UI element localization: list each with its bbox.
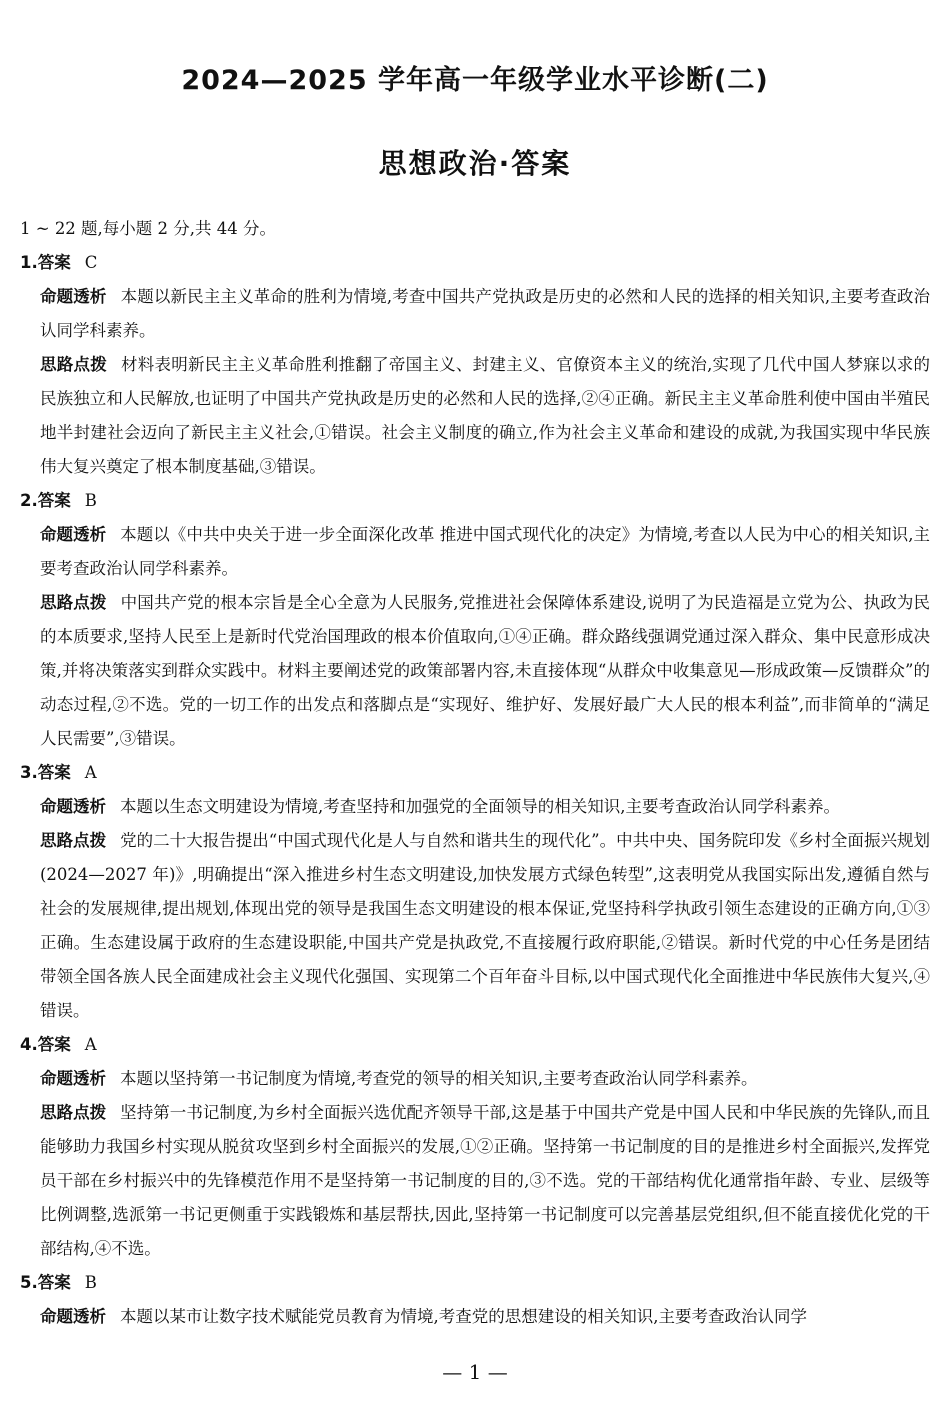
answer-line — [20, 246, 930, 280]
analysis-text: 本题以生态文明建设为情境,考查坚持和加强党的全面领导的相关知识,主要考查政治认同学科素养。 — [120, 797, 840, 816]
document-title: 2024—2025 学年高一年级学业水平诊断(二) — [181, 65, 769, 96]
approach-text: 材料表明新民主主义革命胜利推翻了帝国主义、封建主义、官僚资本主义的统治,实现了几代中国人梦寐以求的民族独立和人民解放,也证明了中国共产党执政是历史的必然和人民的选择,②④正确。新民主主义革命胜利使中国由半殖民地半封建社会迈向了新民主主义社会,①错误。社会主义制度的确立,作为社会主义革命和建设的成就,为我国实现中华民族伟大复兴奠定了根本制度基础,③错误。 — [40, 355, 930, 476]
answer-line — [20, 484, 930, 518]
approach-paragraph — [40, 348, 930, 484]
analysis-label: 命题透析 — [40, 1307, 106, 1326]
question-number: 2. — [20, 491, 38, 510]
answer-line — [20, 1266, 930, 1300]
analysis-paragraph — [40, 1062, 930, 1096]
approach-paragraph — [40, 1096, 930, 1266]
answer-content — [20, 212, 930, 1334]
question-number: 4. — [20, 1035, 38, 1054]
question-number: 1. — [20, 253, 38, 272]
approach-text: 中国共产党的根本宗旨是全心全意为人民服务,党推进社会保障体系建设,说明了为民造福是立党为公、执政为民的本质要求,坚持人民至上是新时代党治国理政的根本价值取向,①④正确。群众路线强调党通过深入群众、集中民意形成决策,并将决策落实到群众实践中。材料主要阐述党的政策部署内容,未直接体现“从群众中收集意见—形成政策—反馈群众”的动态过程,②不选。党的一切工作的出发点和落脚点是“实现好、维护好、发展好最广大人民的根本利益”,而非简单的“满足人民需要”,③错误。 — [40, 593, 931, 748]
question-block — [20, 484, 930, 756]
page-number: — 1 — — [442, 1360, 508, 1384]
answer-value: A — [84, 1035, 97, 1054]
document-subtitle: 思想政治·答案 — [378, 147, 572, 180]
question-block — [20, 756, 930, 1028]
answer-line — [20, 1028, 930, 1062]
question-number: 3. — [20, 763, 38, 782]
analysis-paragraph — [40, 1300, 930, 1334]
approach-label: 思路点拨 — [40, 831, 107, 850]
analysis-label: 命题透析 — [40, 287, 107, 306]
analysis-text: 本题以《中共中央关于进一步全面深化改革 推进中国式现代化的决定》为情境,考查以人民为中心的相关知识,主要考查政治认同学科素养。 — [40, 525, 930, 578]
approach-paragraph — [40, 586, 930, 756]
analysis-text: 本题以坚持第一书记制度为情境,考查党的领导的相关知识,主要考查政治认同学科素养。 — [120, 1069, 758, 1088]
question-block — [20, 1028, 930, 1266]
analysis-label: 命题透析 — [40, 797, 106, 816]
analysis-paragraph — [40, 518, 930, 586]
score-instructions: 1 ~ 22 题,每小题 2 分,共 44 分。 — [20, 219, 277, 238]
approach-text: 坚持第一书记制度,为乡村全面振兴选优配齐领导干部,这是基于中国共产党是中国人民和中华民族的先锋队,而且能够助力我国乡村实现从脱贫攻坚到乡村全面振兴的发展,①②正确。坚持第一书记制度的目的是推进乡村全面振兴,发挥党员干部在乡村振兴中的先锋模范作用不是坚持第一书记制度的目的,③不选。党的干部结构优化通常指年龄、专业、层级等比例调整,选派第一书记更侧重于实践锻炼和基层帮扶,因此,坚持第一书记制度可以完善基层党组织,但不能直接优化党的干部结构,④不选。 — [40, 1103, 930, 1258]
analysis-paragraph — [40, 790, 930, 824]
answer-value: A — [84, 763, 97, 782]
approach-paragraph — [40, 824, 930, 1028]
analysis-label: 命题透析 — [40, 1069, 106, 1088]
answer-label: 答案 — [37, 491, 71, 510]
question-block — [20, 246, 930, 484]
approach-label: 思路点拨 — [40, 593, 107, 612]
question-number: 5. — [20, 1273, 38, 1292]
approach-label: 思路点拨 — [40, 1103, 107, 1122]
answer-label: 答案 — [37, 1273, 71, 1292]
answer-label: 答案 — [37, 253, 71, 272]
analysis-text: 本题以新民主主义革命的胜利为情境,考查中国共产党执政是历史的必然和人民的选择的相关知识,主要考查政治认同学科素养。 — [40, 287, 931, 340]
answer-label: 答案 — [37, 763, 71, 782]
approach-text: 党的二十大报告提出“中国式现代化是人与自然和谐共生的现代化”。中共中央、国务院印发《乡村全面振兴规划(2024—2027 年)》,明确提出“深入推进乡村生态文明建设,加快发展方式绿色转型”,这表明党从我国实际出发,遵循自然与社会的发展规律,提出规划,体现出党的领导是我国生态文明建设的根本保证,党坚持科学执政引领生态建设的正确方向,①③正确。生态建设属于政府的生态建设职能,中国共产党是执政党,不直接履行政府职能,②错误。新时代党的中心任务是团结带领全国各族人民全面建成社会主义现代化强国、实现第二个百年奋斗目标,以中国式现代化全面推进中华民族伟大复兴,④错误。 — [40, 831, 931, 1020]
analysis-paragraph — [40, 280, 930, 348]
question-block — [20, 1266, 930, 1334]
answer-value: C — [84, 253, 98, 272]
answer-label: 答案 — [37, 1035, 71, 1054]
answer-value: B — [84, 491, 97, 510]
answer-line — [20, 756, 930, 790]
approach-label: 思路点拨 — [40, 355, 107, 374]
answer-value: B — [84, 1273, 97, 1292]
analysis-label: 命题透析 — [40, 525, 107, 544]
analysis-text: 本题以某市让数字技术赋能党员教育为情境,考查党的思想建设的相关知识,主要考查政治认同学 — [120, 1307, 807, 1326]
